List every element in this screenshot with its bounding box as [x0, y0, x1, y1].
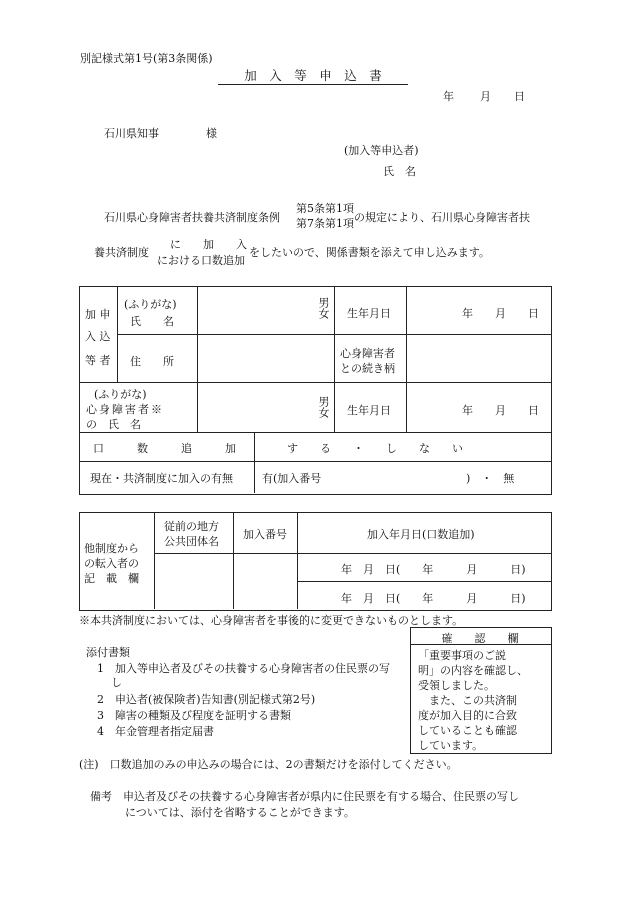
birth-ymd-applicant: 年 月 日: [462, 307, 539, 320]
join-date-label: 加入年月日(口数追加): [367, 528, 475, 541]
attachment-item-1-cont: し: [111, 676, 122, 689]
disabled-name-label-1: 心身障害者※: [86, 403, 164, 416]
applicant-group-label-3: 等 者: [85, 354, 111, 367]
birth-label-disabled: 生年月日: [347, 404, 391, 417]
prev-municipality-label-2: 公共団体名: [164, 535, 219, 548]
attachment-item-1: 1 加入等申込者及びその扶養する心身障害者の住民票の写: [97, 662, 390, 675]
attachments-title: 添付書類: [86, 646, 130, 659]
confirmation-title: 確 認 欄: [441, 632, 519, 645]
kuchisu-label: 口 数 追 加: [93, 442, 236, 455]
addressee: 石川県知事: [104, 127, 159, 140]
date-day: 日: [514, 90, 525, 103]
confirmation-line-6: していることも確認: [418, 724, 517, 737]
confirmation-line-1: 「重要事項のご説: [418, 649, 506, 662]
join-date-row-2: 年 月 日( 年 月 日): [341, 592, 526, 605]
option-additional: における口数追加: [157, 254, 245, 267]
applicant-name-label: 氏 名: [130, 315, 174, 328]
attachment-item-2: 2 申込者(被保険者)告知書(別記様式第2号): [97, 693, 316, 706]
transfer-group-1: 他制度から: [84, 542, 139, 555]
body-line1-b: の規定により、石川県心身障害者扶: [354, 211, 530, 224]
applicant-label: (加入等申込者): [344, 144, 419, 157]
body-line2-b: をしたいので、関係書類を添えて申し込みます。: [249, 246, 490, 259]
date-year: 年: [443, 90, 454, 103]
current-membership-value: 有(加入番号: [262, 472, 322, 485]
note-biko-2: については、添付を省略することができます。: [125, 806, 355, 819]
confirmation-line-4: また、この共済制: [418, 694, 517, 707]
confirmation-line-5: 度が加入目的に合致: [418, 709, 517, 722]
attachment-item-3: 3 障害の種類及び程度を証明する書類: [97, 709, 291, 722]
furigana-label: (ふりがな): [124, 298, 177, 311]
applicant-group-label-2: 入 込: [85, 330, 111, 343]
body-line1-a: 石川県心身障害者扶養共済制度条例: [104, 211, 280, 224]
name-label: 氏 名: [383, 165, 416, 178]
transfer-group-2: の転入者の: [84, 557, 139, 570]
membership-number-label: 加入番号: [243, 528, 287, 541]
relation-label-1: 心身障害者: [340, 347, 395, 360]
address-label: 住 所: [130, 355, 174, 368]
attachment-item-4: 4 年金管理者指定届書: [97, 725, 214, 738]
current-membership-label: 現在・共済制度に加入の有無: [90, 472, 233, 485]
date-month: 月: [480, 90, 491, 103]
confirmation-line-3: 受領しました。: [418, 679, 495, 692]
confirmation-line-7: しています。: [418, 739, 484, 752]
kuchisu-options: す る ・ し な い: [287, 442, 463, 455]
relation-label-2: との続き柄: [340, 362, 395, 375]
disabled-change-note: ※本共済制度においては、心身障害者を事後的に変更できないものとします。: [79, 614, 464, 627]
form-number: 別記様式第1号(第3条関係): [80, 52, 213, 65]
gender-disabled: 男女: [317, 396, 330, 418]
gender-applicant: 男女: [317, 297, 330, 319]
disabled-name-label-2: の 氏 名: [86, 418, 141, 431]
option-join: に 加 入: [170, 238, 247, 251]
clause-5-1: 第5条第1項: [296, 202, 354, 215]
note-biko-1: 備考 申込者及びその扶養する心身障害者が県内に住民票を有する場合、住民票の写し: [90, 790, 519, 803]
transfer-group-3: 記 載 欄: [84, 572, 139, 585]
applicant-group-label-1: 加 申: [85, 308, 111, 321]
note-chu: (注) 口数追加のみの申込みの場合には、2の書類だけを添付してください。: [79, 758, 458, 771]
prev-municipality-label-1: 従前の地方: [164, 520, 219, 533]
join-date-row-1: 年 月 日( 年 月 日): [341, 563, 526, 576]
birth-label-applicant: 生年月日: [347, 307, 391, 320]
clause-7-1: 第7条第1項: [296, 217, 354, 230]
honorific: 様: [206, 127, 217, 140]
birth-ymd-disabled: 年 月 日: [462, 404, 539, 417]
current-membership-end: ) ・ 無: [466, 472, 515, 485]
body-line2-a: 養共済制度: [94, 246, 149, 259]
disabled-furigana-label: (ふりがな): [94, 388, 147, 401]
confirmation-line-2: 明」の内容を確認し、: [418, 664, 528, 677]
form-title: 加 入 等 申 込 書: [218, 66, 408, 85]
